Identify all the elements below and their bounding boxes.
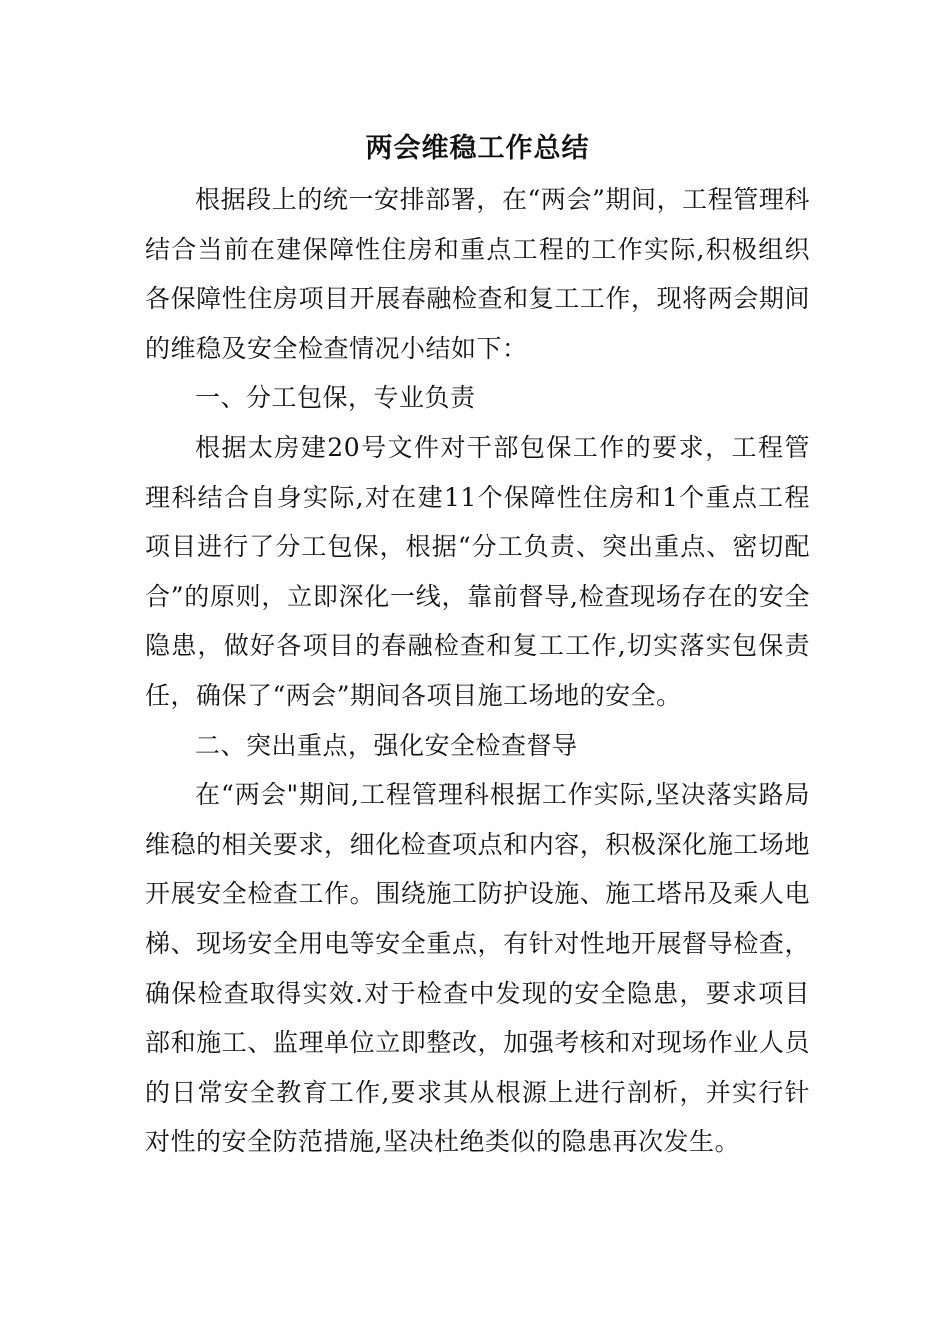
section-heading-1: 一、分工包保，专业负责 [195, 383, 476, 413]
document-body [145, 125, 810, 1167]
section-heading-2: 二、突出重点，强化安全检查督导 [195, 730, 578, 760]
paragraph-section-1: 根据太房建20号文件对干部包保工作的要求，工程管理科结合自身实际,对在建11个保障性住房和1个重点工程项目进行了分工包保，根据“分工负责、突出重点、密切配合”的原则，立即深化一线，靠前督导,检查现场存在的安全隐患，做好各项目的春融检查和复工工作,切实落实包保责任，确保了“两会”期间各项目施工场地的安全。 [145, 432, 810, 710]
paragraph-intro: 根据段上的统一安排部署，在“两会”期间，工程管理科结合当前在建保障性住房和重点工程的工作实际,积极组织各保障性住房项目开展春融检查和复工工作，现将两会期间的维稳及安全检查情况小结如下： [145, 185, 810, 363]
paragraph-section-2: 在“两会"期间,工程管理科根据工作实际,坚决落实路局维稳的相关要求，细化检查项点和内容，积极深化施工场地开展安全检查工作。围绕施工防护设施、施工塔吊及乘人电梯、现场安全用电等安全重点，有针对性地开展督导检查，确保检查取得实效.对于检查中发现的安全隐患，要求项目部和施工、监理单位立即整改，加强考核和对现场作业人员的日常安全教育工作,要求其从根源上进行剖析，并实行针对性的安全防范措施,坚决杜绝类似的隐患再次发生。 [145, 780, 810, 1157]
document-title: 两会维稳工作总结 [365, 133, 590, 164]
